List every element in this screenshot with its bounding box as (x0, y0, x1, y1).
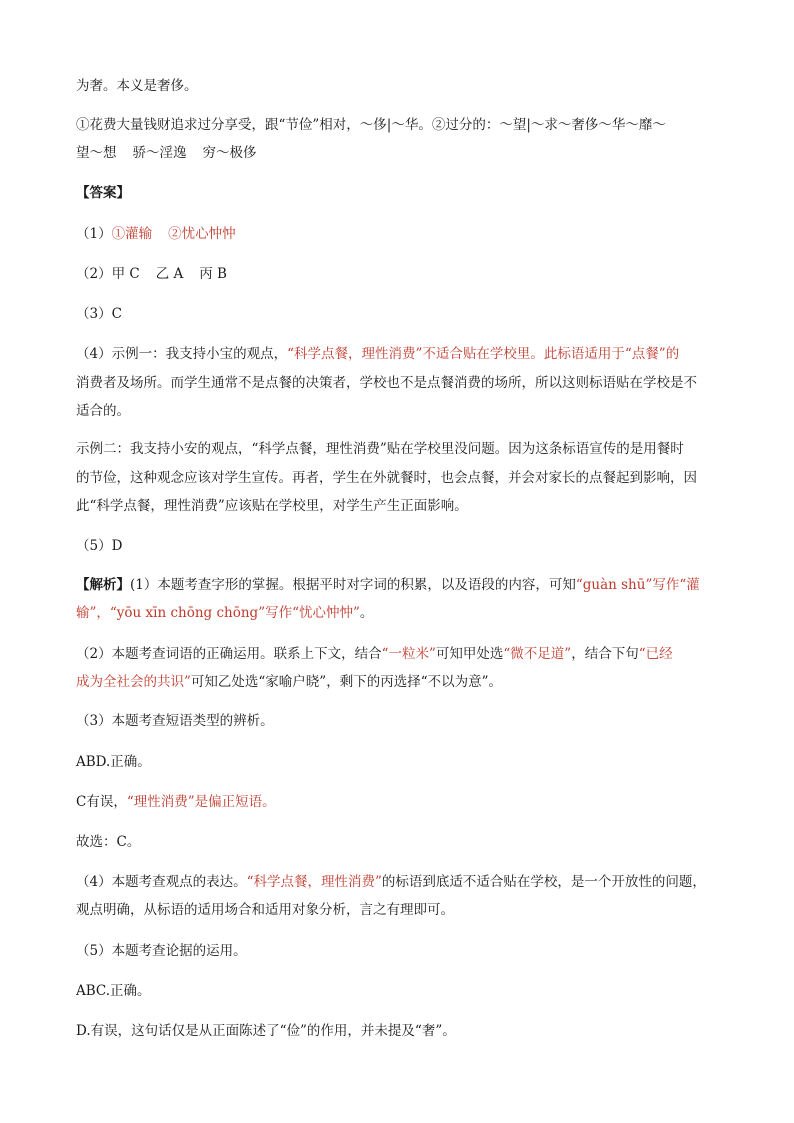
analysis-a3-abd (76, 752, 726, 772)
answer-q3 (76, 304, 726, 324)
analysis-a3-c (76, 792, 726, 812)
answer-q4-example1-line3 (76, 401, 726, 421)
answer-value: 甲 C (111, 266, 140, 282)
analysis-a5-abc (76, 981, 726, 1001)
highlight-text: “已经 (638, 646, 673, 662)
answer-q1 (76, 224, 726, 244)
analysis-text: （3）本题考查短语类型的辨析。 (76, 713, 274, 729)
analysis-text: D.有误，这句话仅是从正面陈述了“俭”的作用，并未提及“奢”。 (76, 1023, 456, 1039)
definition-line-1 (76, 76, 726, 96)
question-label: （2） (76, 266, 112, 282)
analysis-text: C有误， (76, 794, 127, 810)
definition-line-2 (76, 115, 726, 135)
analysis-text: 故选：C。 (76, 834, 141, 850)
answer-q4-example2-line2 (76, 468, 726, 488)
definition-text: 穷～极侈 (202, 145, 257, 161)
answer-text: 此“科学点餐，理性消费”应该贴在学校里，对学生产生正面影响。 (76, 498, 468, 514)
analysis-text: （5）本题考查论据的运用。 (76, 943, 247, 959)
highlight-text: “科学点餐，理性消费” (246, 874, 382, 890)
answer-q4-example2-line1 (76, 439, 726, 459)
answer-q4-example1-line1 (76, 344, 726, 364)
analysis-text: 。 (359, 605, 374, 621)
analysis-a5-d (76, 1021, 726, 1041)
definition-text: 为奢。本义是奢侈。 (76, 78, 198, 94)
highlight-text: “理性消费”是偏正短语。 (126, 794, 276, 810)
definition-text: 骄～淫逸 (132, 145, 187, 161)
analysis-a1-line1 (76, 575, 726, 595)
definition-text: ①花费大量钱财追求过分享受，跟“节俭”相对，～侈|～华。②过分的：～望|～求～奢侈～华～靡～ (76, 117, 666, 133)
analysis-text: （2）本题考查词语的正确运用。联系上下文，结合 (76, 646, 382, 662)
analysis-text: （4）本题考查观点的表达。 (76, 874, 247, 890)
definition-line-3 (76, 143, 726, 163)
answer-value: 乙 A (155, 266, 184, 282)
answer-text: 适合的。 (76, 403, 130, 419)
answer-heading-text: 【答案】 (76, 185, 130, 201)
analysis-text: ABD.正确。 (76, 754, 151, 770)
definition-text: 望～想 (76, 145, 117, 161)
answer-q2 (76, 264, 726, 284)
highlight-text: “guàn shū”写作“灌 (575, 577, 700, 593)
analysis-a3-choose (76, 832, 726, 852)
answer-value: 丙 B (199, 266, 227, 282)
answer-value: ①灌输 (111, 226, 153, 242)
answer-text: （4）示例一：我支持小宝的观点， (76, 346, 288, 362)
highlight-text: “yōu xīn chōng chōng”写作“忧心忡忡” (109, 605, 360, 621)
highlight-text: 成为全社会的共识” (76, 674, 191, 690)
analysis-a3 (76, 711, 726, 731)
analysis-text: 的标语到底适不适合贴在学校，是一个开放性的问题， (381, 874, 706, 890)
question-label: （1） (76, 226, 112, 242)
answer-value: （5）D (76, 538, 123, 554)
highlight-text: “微不足道” (503, 646, 572, 662)
analysis-text: 观点明确，从标语的适用场合和适用对象分析，言之有理即可。 (76, 902, 454, 918)
highlight-text: “一粒米” (381, 646, 436, 662)
answer-value: （3）C (76, 306, 122, 322)
highlight-text: 输”， (76, 605, 110, 621)
analysis-a2-line1 (76, 644, 726, 664)
analysis-text: 可知乙处选“家喻户晓”，剩下的丙选择“不以为意”。 (190, 674, 503, 690)
answer-q4-example1-line2 (76, 373, 726, 393)
analysis-a4-line1 (76, 872, 726, 892)
analysis-heading: 【解析】 (76, 577, 130, 593)
answer-value: ②忧心忡忡 (168, 226, 236, 242)
analysis-a4-line2 (76, 900, 726, 920)
analysis-a5 (76, 941, 726, 961)
answer-text: 消费者及场所。而学生通常不是点餐的决策者，学校也不是点餐消费的场所，所以这则标语贴在学校是不 (76, 375, 697, 391)
analysis-text: ABC.正确。 (76, 983, 151, 999)
answer-q4-example2-line3 (76, 496, 726, 516)
analysis-text: (1）本题考查字形的掌握。根据平时对字词的积累，以及语段的内容，可知 (130, 577, 576, 593)
answer-text: 的节俭，这种观念应该对学生宣传。再者，学生在外就餐时，也会点餐，并会对家长的点餐起到影响，因 (76, 470, 697, 486)
analysis-text: ，结合下句 (571, 646, 639, 662)
highlight-text: “科学点餐，理性消费”不适合贴在学校里。此标语适用于“点餐”的 (287, 346, 680, 362)
answer-heading (76, 183, 726, 203)
analysis-a1-line2 (76, 603, 726, 623)
answer-q5 (76, 536, 726, 556)
answer-text: 示例二：我支持小安的观点，“科学点餐，理性消费”贴在学校里没问题。因为这条标语宣传的是用餐时 (76, 441, 684, 457)
analysis-text: 可知甲处选 (435, 646, 504, 662)
analysis-a2-line2 (76, 672, 726, 692)
